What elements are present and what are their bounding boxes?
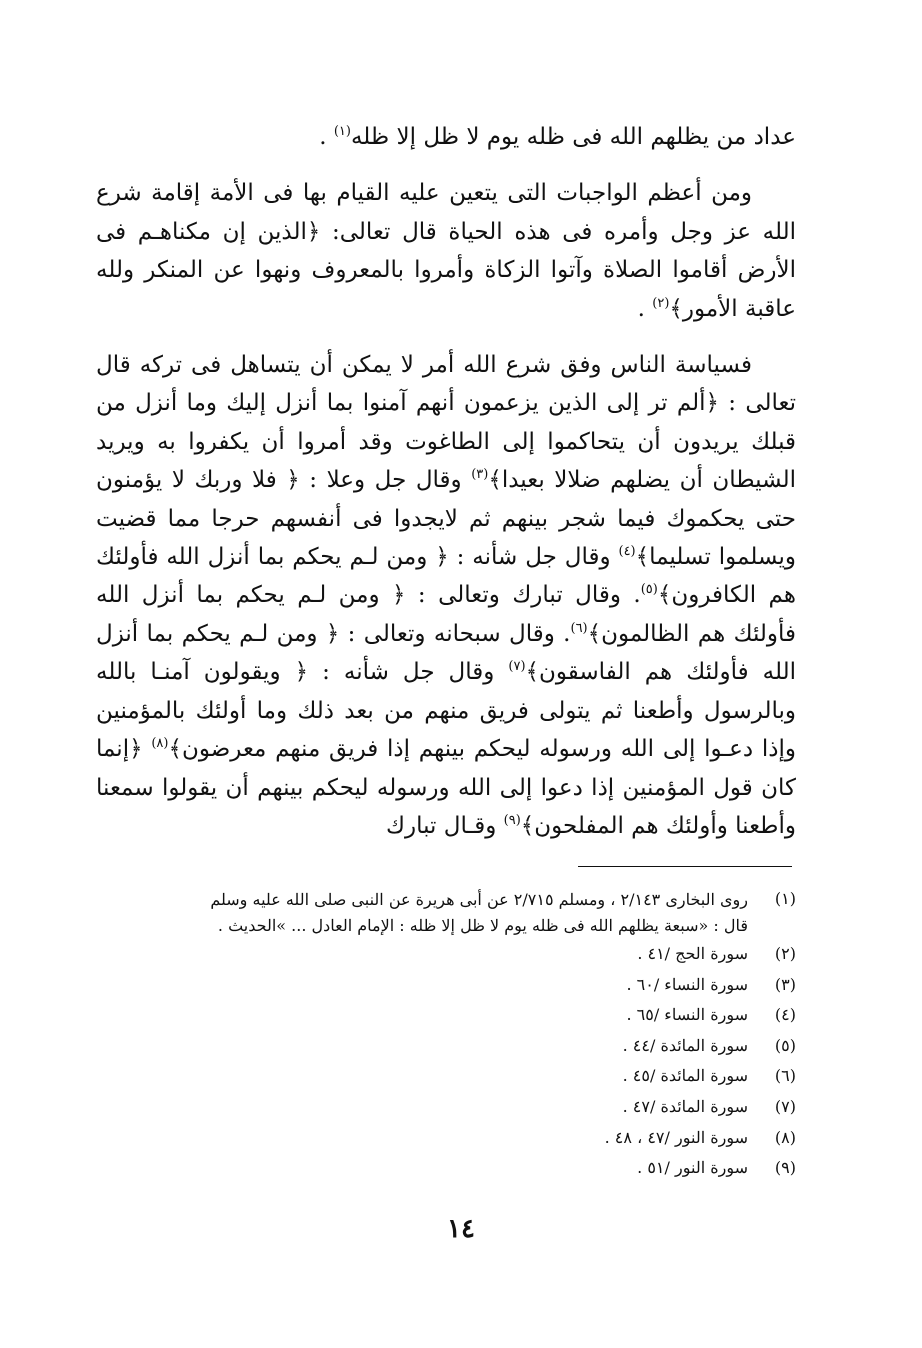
footnote-text: سورة الحج /٤١ . [637, 944, 748, 963]
footnote-number: (٩) [774, 1158, 796, 1178]
paragraph-1-end: . [319, 124, 334, 150]
paragraph-3-part-3: وقال جل شأنه : ﴿ ومن لـم يحكم بما أنزل الله فأولئك هم الكافرون﴾ [96, 544, 796, 609]
paragraph-3 [96, 346, 796, 845]
footnote-ref-1[interactable]: (١) [333, 124, 351, 139]
footnote-text: سورة المائدة /٤٥ . [622, 1066, 748, 1086]
footnote-number: (١) [774, 889, 796, 908]
footnote-text: سورة المائدة /٤٤ . [622, 1035, 748, 1055]
paragraph-3-part-5: . وقال سبحانه وتعالى : ﴿ ومن لـم يحكم بما أنزل الله فأولئك هم الفاسقون﴾ [96, 620, 796, 686]
footnote-text: سورة النساء /٦٥ . [626, 1005, 748, 1025]
paragraph-2 [96, 174, 796, 328]
paragraph-3-part-6: وقال جل شأنه : ﴿ ويقولون آمنـا بالله وبالرسول وأطعنا ثم يتولى فريق منهم من بعد ذلك وما أولئك بالمؤمنين وإذا دعـوا إلى الله ورسوله ليحكم بينهم إذا فريق منهم معرضون﴾ [96, 659, 796, 763]
footnote-number: (٨) [774, 1127, 796, 1147]
footnote-number: (٦) [774, 1066, 796, 1086]
main-text [96, 118, 796, 845]
footnote-text: سورة النساء /٦٠ . [626, 974, 748, 994]
footnote-ref-6[interactable]: (٦) [570, 620, 588, 636]
paragraph-3-part-7: ﴿إنما كان قول المؤمنين إذا دعوا إلى الله ورسوله ليحكم بينهم أن يقولوا سمعنا وأطعنا وأولئك هم المفلحون﴾ [96, 736, 796, 839]
footnote-text: روى البخارى ٢/١٤٣ ، ومسلم ٢/٧١٥ عن أبى هريرة عن النبى صلى الله عليه وسلم قال : «سبعة يظلهم الله فى ظله يوم لا ظل إلا ظله : الإمام العادل ... »الحديث . [210, 890, 748, 935]
footnote-6 [200, 1061, 796, 1092]
paragraph-2-text: ومن أعظم الواجبات التى يتعين عليه القيام بها فى الأمة إقامة شرع الله عز وجل وأمره فى هذه الحياة قال تعالى: ﴿الذين إن مكناهـم فى الأرض أقاموا الصلاة وآتوا الزكاة وأمروا بالمعروف ونهوا عن المنكر ولله عاقبة الأمور﴾ [96, 180, 796, 322]
footnote-text: سورة النور /٥١ . [637, 1158, 748, 1178]
paragraph-3-part-8: وقـال تبارك [386, 812, 504, 839]
footnote-number: (٥) [774, 1035, 796, 1055]
paragraph-1-text: عداد من يظلهم الله فى ظله يوم لا ظل إلا ظله [350, 124, 796, 150]
footnotes [200, 884, 796, 1184]
footnote-2 [200, 939, 796, 970]
footnote-text: سورة النور /٤٧ ، ٤٨ . [604, 1127, 748, 1147]
page-number: ١٤ [447, 1214, 475, 1244]
footnote-ref-8[interactable]: (٨) [151, 736, 169, 752]
footnote-number: (٧) [774, 1096, 796, 1116]
paragraph-3-part-4: . وقال تبارك وتعالى : ﴿ ومن لـم يحكم بما أنزل الله فأولئك هم الظالمون﴾ [96, 582, 797, 647]
footnote-ref-5[interactable]: (٥) [640, 582, 658, 598]
footnote-4 [200, 1000, 796, 1031]
footnote-7 [200, 1092, 796, 1123]
footnote-3 [200, 970, 796, 1001]
footnote-ref-3[interactable]: (٣) [471, 467, 489, 483]
paragraph-3-part-2: وقال جل وعلا : ﴿ فلا وربك لا يؤمنون حتى يحكموك فيما شجر بينهم ثم لايجدوا فى أنفسهم حرجا مما قضيت ويسلموا تسليما﴾ [96, 467, 796, 571]
footnote-ref-7[interactable]: (٧) [508, 659, 526, 675]
footnote-8 [200, 1123, 796, 1154]
footnote-9 [200, 1153, 796, 1184]
paragraph-1 [96, 118, 796, 156]
footnote-divider [578, 866, 792, 867]
paragraph-2-end: . [637, 295, 653, 322]
footnote-5 [200, 1031, 796, 1062]
paragraph-3-part-1: فسياسة الناس وفق شرع الله أمر لا يمكن أن يتساهل فى تركه قال تعالى : ﴿ألم تر إلى الذين يزعمون أنهم آمنوا بما أنزل إليك وما أنزل من قبلك يريدون أن يتحاكموا إلى الطاغوت وقد أمروا أن يكفروا به ويريد الشيطان أن يضلهم ضلالا بعيدا﴾ [96, 352, 797, 494]
footnote-number: (٣) [774, 974, 796, 994]
footnote-ref-4[interactable]: (٤) [618, 544, 636, 560]
footnote-1 [200, 884, 796, 939]
footnote-number: (٢) [774, 944, 796, 963]
footnote-ref-9[interactable]: (٩) [503, 812, 521, 828]
footnote-ref-2[interactable]: (٢) [652, 295, 670, 311]
footnote-text: سورة المائدة /٤٧ . [622, 1096, 748, 1116]
footnote-number: (٤) [774, 1005, 796, 1025]
